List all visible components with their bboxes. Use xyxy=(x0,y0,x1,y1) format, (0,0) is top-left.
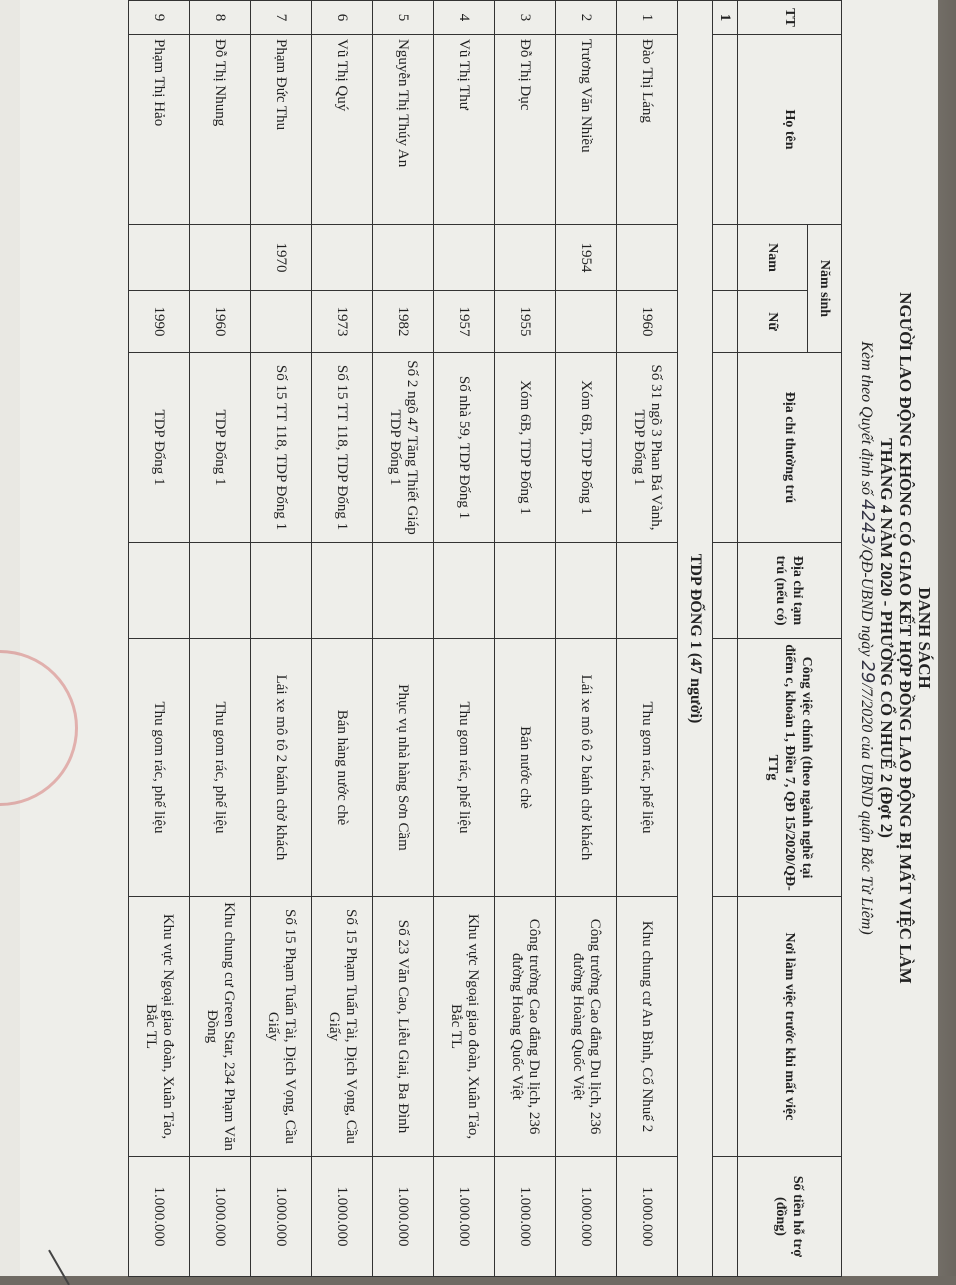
header-birth-year: Năm sinh xyxy=(808,225,842,353)
row-birth-female xyxy=(251,291,312,353)
row-birth-male xyxy=(129,225,190,291)
row-tt: 1 xyxy=(617,1,678,35)
document-title: DANH SÁCH xyxy=(915,587,934,689)
row-birth-male xyxy=(434,225,495,291)
row-permanent-address: Số nhà 59, TDP Đống 1 xyxy=(434,353,495,543)
row-name: Đỗ Thị Nhung xyxy=(190,35,251,225)
column-number xyxy=(713,639,738,897)
row-tt: 8 xyxy=(190,1,251,35)
row-birth-female: 1955 xyxy=(495,291,556,353)
row-workplace: Khu chung cư An Bình, Cổ Nhuế 2 xyxy=(617,897,678,1157)
row-main-job: Thu gom rác, phế liệu xyxy=(617,639,678,897)
row-name: Phạm Đức Thu xyxy=(251,35,312,225)
row-tt: 9 xyxy=(129,1,190,35)
row-temporary-address xyxy=(434,543,495,639)
row-main-job: Lái xe mô tô 2 bánh chở khách xyxy=(556,639,617,897)
column-number: 1 xyxy=(713,1,738,35)
row-support-amount: 1.000.000 xyxy=(495,1157,556,1277)
row-name: Vũ Thị Quý xyxy=(312,35,373,225)
row-temporary-address xyxy=(190,543,251,639)
row-permanent-address: Xóm 6B, TDP Đống 1 xyxy=(556,353,617,543)
header-main-job: Công việc chính (theo ngành nghề tại điểm c, khoản 1, Điều 7, QĐ 15/2020/QĐ-TTg xyxy=(738,639,842,897)
row-main-job: Bán nước chè xyxy=(495,639,556,897)
header-tt: TT xyxy=(738,1,842,35)
worker-list-table xyxy=(128,0,842,1277)
row-permanent-address: Số 15 TT 118, TDP Đống 1 xyxy=(251,353,312,543)
row-tt: 4 xyxy=(434,1,495,35)
decision-day: 29 xyxy=(857,660,878,684)
row-support-amount: 1.000.000 xyxy=(190,1157,251,1277)
row-birth-male xyxy=(373,225,434,291)
table-row xyxy=(251,1,312,1277)
red-stamp xyxy=(0,650,78,806)
row-birth-male xyxy=(190,225,251,291)
row-temporary-address xyxy=(129,543,190,639)
row-birth-female xyxy=(556,291,617,353)
row-tt: 7 xyxy=(251,1,312,35)
row-birth-male: 1970 xyxy=(251,225,312,291)
row-temporary-address xyxy=(312,543,373,639)
row-support-amount: 1.000.000 xyxy=(373,1157,434,1277)
row-temporary-address xyxy=(373,543,434,639)
row-main-job: Thu gom rác, phế liệu xyxy=(129,639,190,897)
row-name: Nguyễn Thị Thúy An xyxy=(373,35,434,225)
row-main-job: Lái xe mô tô 2 bánh chở khách xyxy=(251,639,312,897)
row-workplace: Số 15 Phạm Tuấn Tài, Dịch Vọng, Cầu Giấy xyxy=(251,897,312,1157)
column-number xyxy=(713,1157,738,1277)
row-workplace: Công trường Cao đẳng Du lịch, 236 đường Hoàng Quốc Việt xyxy=(556,897,617,1157)
document-subtitle: NGƯỜI LAO ĐỘNG KHÔNG CÓ GIAO KẾT HỢP ĐỒNG LAO ĐỘNG BỊ MẤT VIỆC LÀM xyxy=(896,292,915,984)
decision-suffix: /7/2020 của UBND quận Bắc Từ Liêm) xyxy=(858,683,875,935)
table-row xyxy=(129,1,190,1277)
row-support-amount: 1.000.000 xyxy=(617,1157,678,1277)
table-row xyxy=(373,1,434,1277)
table-row xyxy=(190,1,251,1277)
table-row xyxy=(495,1,556,1277)
column-number xyxy=(713,291,738,353)
row-birth-male xyxy=(312,225,373,291)
column-number xyxy=(713,353,738,543)
row-support-amount: 1.000.000 xyxy=(251,1157,312,1277)
row-temporary-address xyxy=(495,543,556,639)
table-row xyxy=(434,1,495,1277)
decision-mid: /QĐ-UBND ngày xyxy=(858,544,875,657)
row-tt: 6 xyxy=(312,1,373,35)
row-temporary-address xyxy=(251,543,312,639)
row-workplace: Khu vực Ngoại giao đoàn, Xuân Tảo, Bắc TL xyxy=(434,897,495,1157)
row-workplace: Khu vực Ngoại giao đoàn, Xuân Tảo, Bắc TL xyxy=(129,897,190,1157)
row-birth-male: 1954 xyxy=(556,225,617,291)
header-male: Nam xyxy=(738,225,808,291)
row-permanent-address: Số 31 ngõ 3 Phan Bá Vành, TDP Đống 1 xyxy=(617,353,678,543)
row-tt: 3 xyxy=(495,1,556,35)
row-permanent-address: Số 2 ngõ 47 Tăng Thiết Giáp TDP Đống 1 xyxy=(373,353,434,543)
row-permanent-address: TDP Đống 1 xyxy=(129,353,190,543)
row-birth-male xyxy=(617,225,678,291)
decision-number: 4243 xyxy=(857,499,878,545)
row-support-amount: 1.000.000 xyxy=(556,1157,617,1277)
row-permanent-address: Xóm 6B, TDP Đống 1 xyxy=(495,353,556,543)
column-number-row xyxy=(713,1,738,1277)
row-main-job: Thu gom rác, phế liệu xyxy=(190,639,251,897)
decision-reference xyxy=(856,0,877,1276)
row-tt: 2 xyxy=(556,1,617,35)
row-birth-female: 1960 xyxy=(617,291,678,353)
group-row xyxy=(678,1,713,1277)
row-birth-male xyxy=(495,225,556,291)
header-workplace: Nơi làm việc trước khi mất việc xyxy=(738,897,842,1157)
row-workplace: Khu chung cư Green Star, 234 Phạm Văn Đồng xyxy=(190,897,251,1157)
column-number xyxy=(713,225,738,291)
header-female: Nữ xyxy=(738,291,808,353)
header-temporary-address: Địa chỉ tạm trú (nếu có) xyxy=(738,543,842,639)
row-name: Đỗ Thị Dục xyxy=(495,35,556,225)
row-name: Đào Thị Láng xyxy=(617,35,678,225)
row-support-amount: 1.000.000 xyxy=(434,1157,495,1277)
row-birth-female: 1973 xyxy=(312,291,373,353)
row-tt: 5 xyxy=(373,1,434,35)
row-support-amount: 1.000.000 xyxy=(312,1157,373,1277)
row-workplace: Số 15 Phạm Tuấn Tài, Dịch Vọng, Cầu Giấy xyxy=(312,897,373,1157)
row-main-job: Bán hàng nước chè xyxy=(312,639,373,897)
document-period: THÁNG 4 NĂM 2020 - PHƯỜNG CỔ NHUẾ 2 (Đợt 2) xyxy=(877,438,896,838)
group-label: TDP ĐỐNG 1 (47 người) xyxy=(678,1,713,1277)
header-permanent-address: Địa chỉ thường trú xyxy=(738,353,842,543)
row-temporary-address xyxy=(617,543,678,639)
row-main-job: Thu gom rác, phế liệu xyxy=(434,639,495,897)
row-permanent-address: TDP Đống 1 xyxy=(190,353,251,543)
row-birth-female: 1960 xyxy=(190,291,251,353)
row-birth-female: 1990 xyxy=(129,291,190,353)
row-workplace: Số 23 Văn Cao, Liễu Giai, Ba Đình xyxy=(373,897,434,1157)
row-main-job: Phục vụ nhà hàng Sơn Cầm xyxy=(373,639,434,897)
row-birth-female: 1982 xyxy=(373,291,434,353)
row-name: Phạm Thị Hảo xyxy=(129,35,190,225)
header-support-amount: Số tiền hỗ trợ (đồng) xyxy=(738,1157,842,1277)
row-name: Vũ Thị Thư xyxy=(434,35,495,225)
document-header xyxy=(856,0,934,1276)
row-workplace: Công trường Cao đẳng Du lịch, 236 đường Hoàng Quốc Việt xyxy=(495,897,556,1157)
row-support-amount: 1.000.000 xyxy=(129,1157,190,1277)
row-birth-female: 1957 xyxy=(434,291,495,353)
row-name: Trương Văn Nhiều xyxy=(556,35,617,225)
row-temporary-address xyxy=(556,543,617,639)
row-permanent-address: Số 15 TT 118, TDP Đống 1 xyxy=(312,353,373,543)
column-number xyxy=(713,897,738,1157)
document-page xyxy=(20,0,938,1276)
table-row xyxy=(556,1,617,1277)
signature-mark xyxy=(48,1235,96,1285)
column-number xyxy=(713,35,738,225)
header-name: Họ tên xyxy=(738,35,842,225)
table-row xyxy=(617,1,678,1277)
column-number xyxy=(713,543,738,639)
decision-prefix: Kèm theo Quyết định số xyxy=(858,341,875,496)
table-row xyxy=(312,1,373,1277)
